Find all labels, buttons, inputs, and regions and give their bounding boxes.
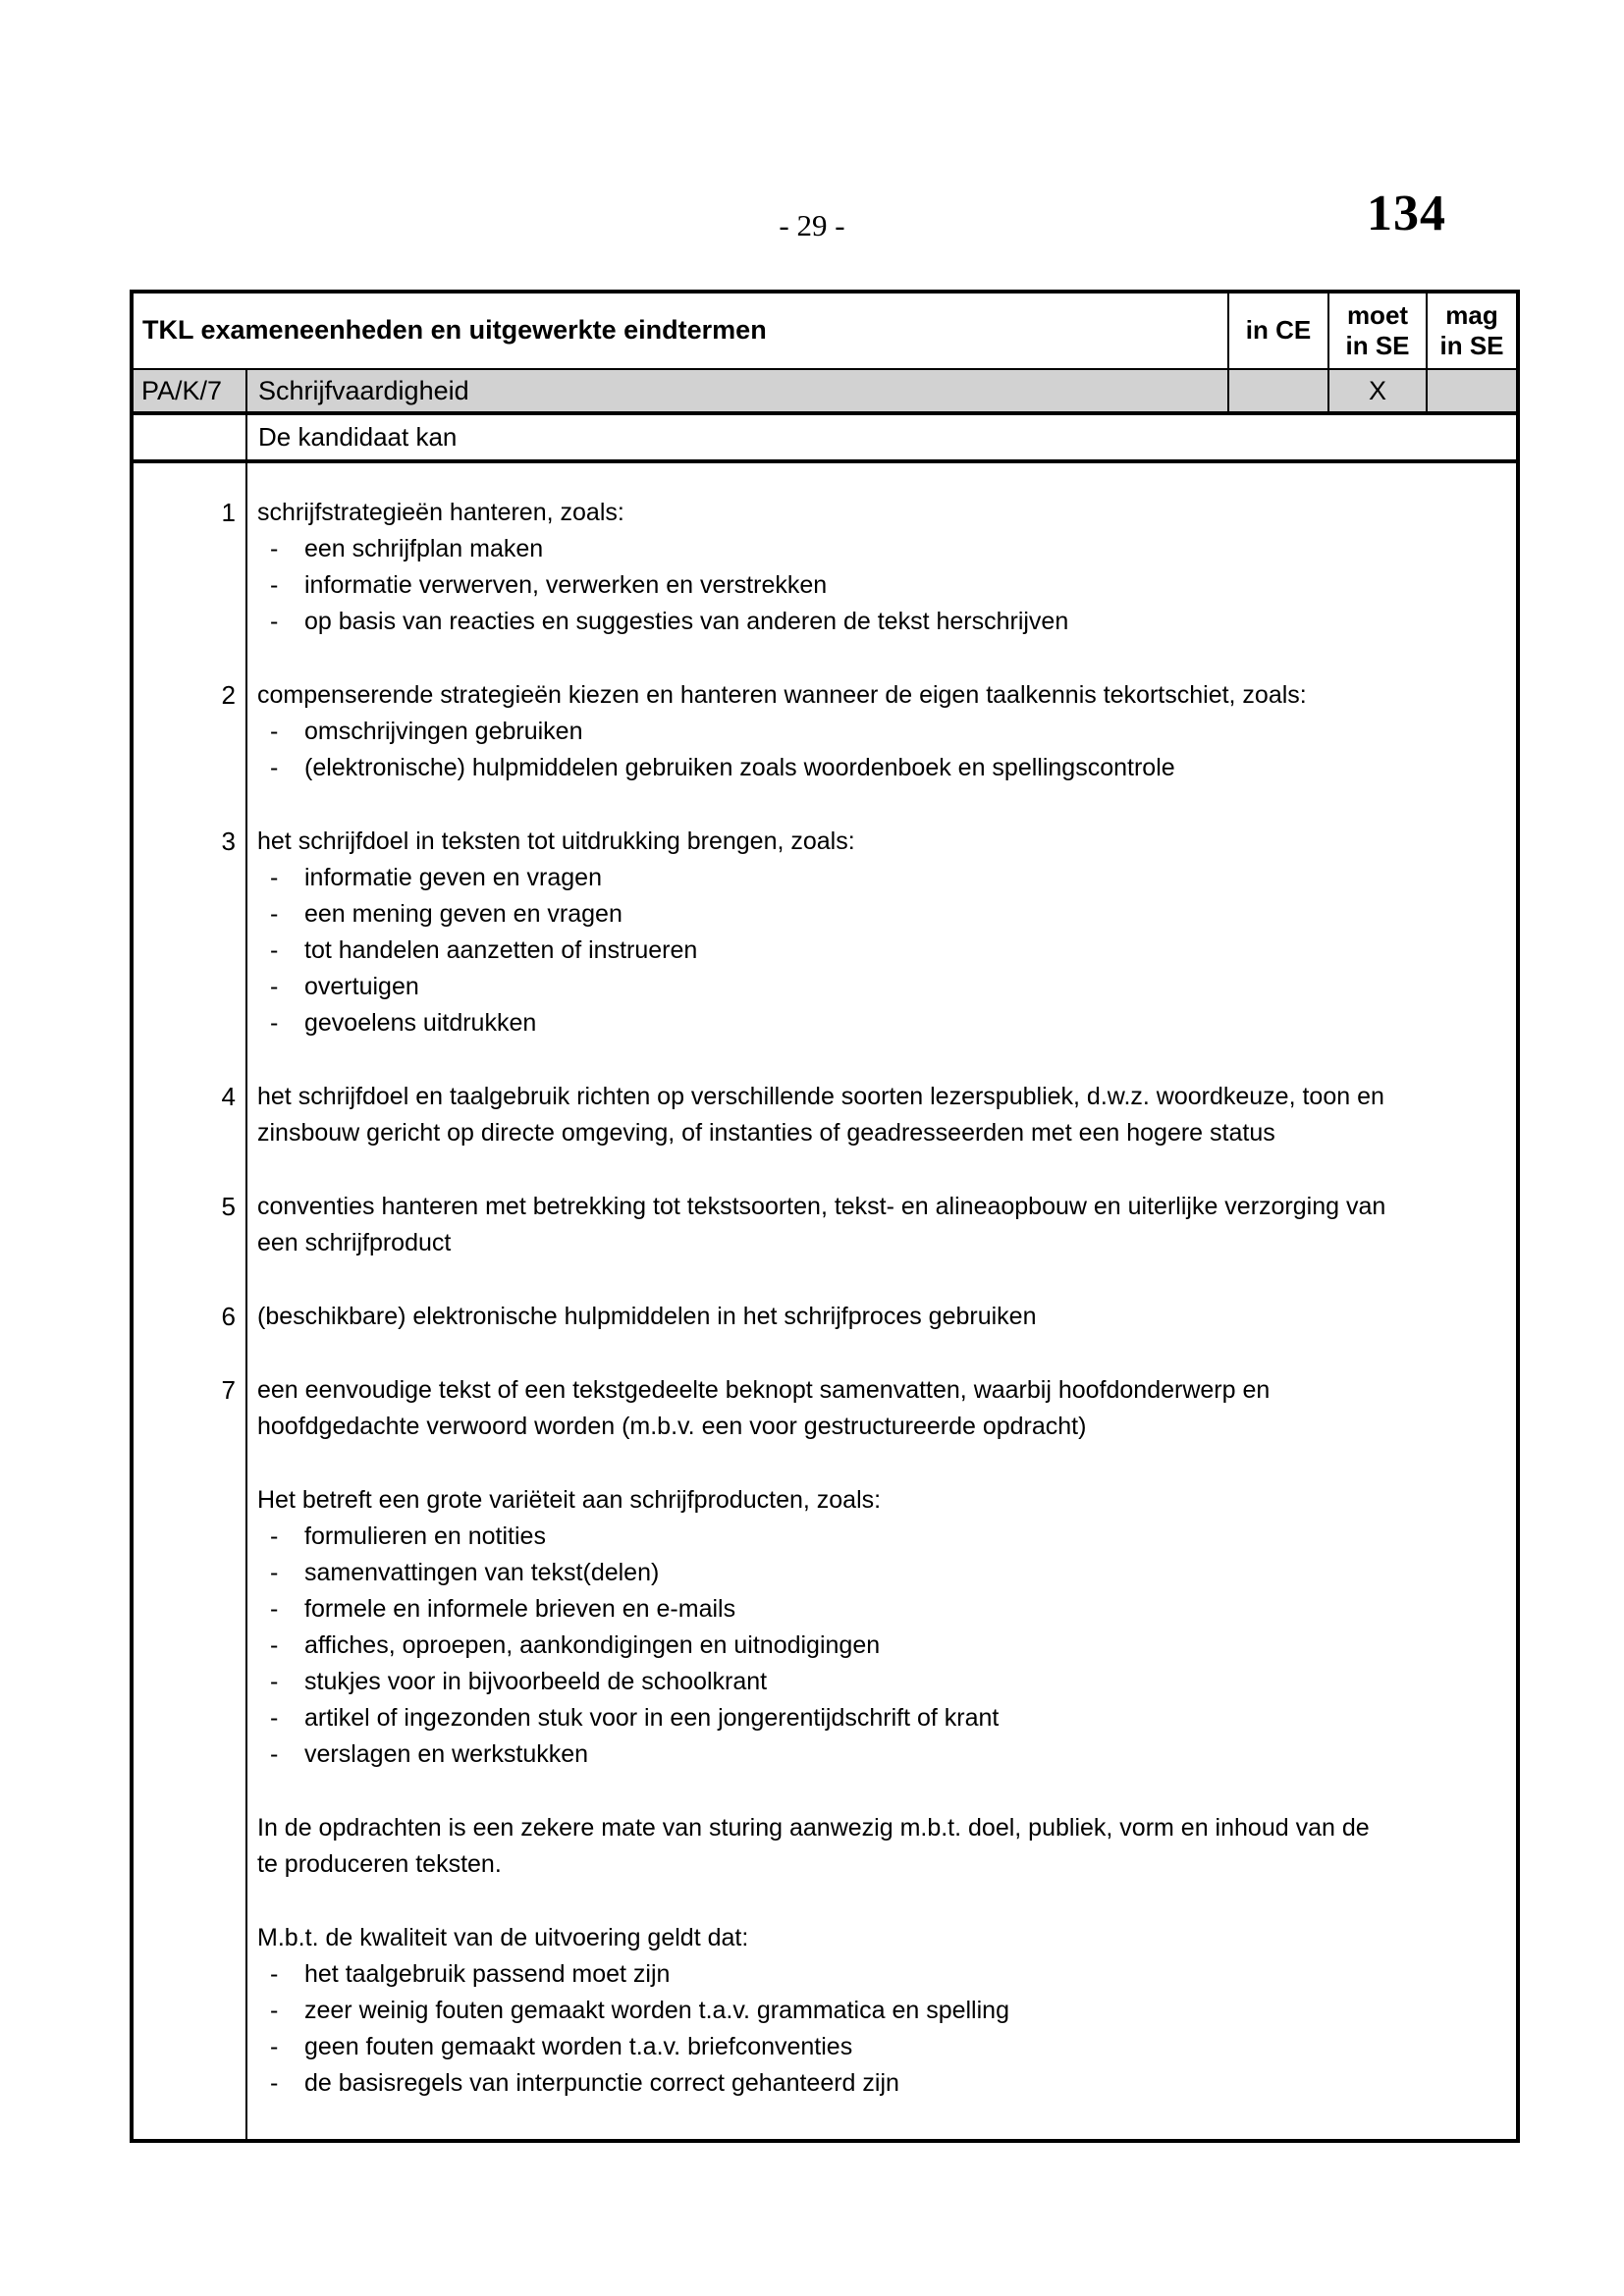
- bullet-dash: -: [270, 1704, 279, 1732]
- item-number: 1: [221, 498, 236, 527]
- bullet-text: verslagen en werkstukken: [304, 1740, 589, 1768]
- section-moet-in-se-cell: X: [1327, 370, 1426, 411]
- paragraph-kwaliteit: [257, 1920, 1500, 2102]
- section-row: [134, 370, 1516, 415]
- table-header-row: [134, 294, 1516, 370]
- bullet-dash: -: [270, 1668, 279, 1695]
- bullet-item: [257, 1555, 1500, 1591]
- column-header-in-ce-label: in CE: [1245, 315, 1312, 346]
- bullet-item: [257, 1005, 1500, 1041]
- bullet-text: geen fouten gemaakt worden t.a.v. briefconventies: [304, 2033, 853, 2060]
- bullet-text: een schrijfplan maken: [304, 535, 544, 562]
- bullet-item: [257, 1519, 1500, 1555]
- bullet-dash: -: [270, 864, 279, 891]
- bullet-dash: -: [270, 1522, 279, 1550]
- item-6: [221, 1299, 1500, 1335]
- bullet-item: [257, 1628, 1500, 1664]
- item-line: het schrijfdoel in teksten tot uitdrukking brengen, zoals:: [257, 828, 855, 855]
- bullet-text: de basisregels van interpunctie correct gehanteerd zijn: [304, 2069, 899, 2097]
- column-header-in-ce: [1227, 294, 1327, 368]
- bullet-item: [257, 714, 1500, 750]
- bullet-item: [257, 933, 1500, 969]
- body-content: [221, 463, 1516, 2139]
- bullet-dash: -: [270, 1960, 279, 1988]
- bullet-text: gevoelens uitdrukken: [304, 1009, 537, 1037]
- bullet-item: [257, 1591, 1500, 1628]
- bullet-text: overtuigen: [304, 973, 419, 1000]
- bullet-dash: -: [270, 718, 279, 745]
- item-line: schrijfstrategieën hanteren, zoals:: [257, 499, 624, 526]
- item-number: 6: [221, 1302, 236, 1331]
- section-code: PA/K/7: [141, 375, 223, 405]
- item-line: hoofdgedachte verwoord worden (m.b.v. een voor gestructureerde opdracht): [257, 1413, 1087, 1440]
- bullet-dash: -: [270, 936, 279, 964]
- bullet-text: artikel of ingezonden stuk voor in een jongerentijdschrift of krant: [304, 1704, 1000, 1732]
- column-header-mag-in-se: [1426, 294, 1516, 368]
- bullet-item: [257, 2029, 1500, 2065]
- bullet-dash: -: [270, 1559, 279, 1586]
- paragraph-sturing: [257, 1810, 1500, 1883]
- bullet-text: formulieren en notities: [304, 1522, 546, 1550]
- item-line: een schrijfproduct: [257, 1229, 452, 1256]
- bullet-item: [257, 969, 1500, 1005]
- column-header-moet-in-se: [1327, 294, 1426, 368]
- item-3: [221, 824, 1500, 1041]
- bullet-item: [257, 604, 1500, 640]
- section-mag-in-se-cell: [1426, 370, 1516, 411]
- bullet-item: [257, 1956, 1500, 1993]
- section-title: Schrijfvaardigheid: [245, 370, 1227, 411]
- bullet-dash: -: [270, 1740, 279, 1768]
- bullet-item: [257, 1664, 1500, 1700]
- item-number: 4: [221, 1082, 236, 1111]
- paragraph-products: [257, 1482, 1500, 1773]
- item-7: [221, 1372, 1500, 1445]
- bullet-text: een mening geven en vragen: [304, 900, 623, 928]
- item-number: 3: [221, 827, 236, 856]
- bullet-item: [257, 2065, 1500, 2102]
- bullet-item: [257, 860, 1500, 896]
- bullet-item: [257, 1700, 1500, 1736]
- stamp-number: 134: [1367, 186, 1446, 241]
- intro-blank-cell: [134, 415, 245, 459]
- bullet-item: [257, 567, 1500, 604]
- bullet-text: affiches, oproepen, aankondigingen en uitnodigingen: [304, 1631, 881, 1659]
- bullet-dash: -: [270, 608, 279, 635]
- section-in-ce-cell: [1227, 370, 1327, 411]
- item-line: het schrijfdoel en taalgebruik richten op verschillende soorten lezerspubliek, d.w.z. woordkeuze, toon en: [257, 1083, 1384, 1110]
- item-line: zinsbouw gericht op directe omgeving, of instanties of geadresseerden met een hogere status: [257, 1119, 1275, 1147]
- column-header-moet-line: in SE: [1345, 330, 1410, 360]
- bullet-dash: -: [270, 973, 279, 1000]
- bullet-dash: -: [270, 754, 279, 781]
- bullet-dash: -: [270, 1595, 279, 1623]
- item-number: 5: [221, 1192, 236, 1221]
- bullet-text: informatie geven en vragen: [304, 864, 602, 891]
- intro-row: [134, 415, 1516, 463]
- bullet-item: [257, 531, 1500, 567]
- bullet-dash: -: [270, 2033, 279, 2060]
- item-2: [221, 677, 1500, 786]
- bullet-text: het taalgebruik passend moet zijn: [304, 1960, 671, 1988]
- bullet-dash: -: [270, 571, 279, 599]
- table-title: TKL exameneenheden en uitgewerkte eindtermen: [142, 315, 767, 346]
- item-line: (beschikbare) elektronische hulpmiddelen in het schrijfproces gebruiken: [257, 1303, 1037, 1330]
- body-row: [134, 463, 1516, 2139]
- bullet-text: informatie verwerven, verwerken en verstrekken: [304, 571, 828, 599]
- item-5: [221, 1189, 1500, 1261]
- bullet-text: samenvattingen van tekst(delen): [304, 1559, 660, 1586]
- bullet-dash: -: [270, 900, 279, 928]
- intro-text: De kandidaat kan: [245, 415, 1516, 459]
- bullet-text: tot handelen aanzetten of instrueren: [304, 936, 698, 964]
- bullet-text: (elektronische) hulpmiddelen gebruiken zoals woordenboek en spellingscontrole: [304, 754, 1175, 781]
- bullet-item: [257, 1993, 1500, 2029]
- item-line: conventies hanteren met betrekking tot tekstsoorten, tekst- en alineaopbouw en uiterlijke verzorging van: [257, 1193, 1386, 1220]
- bullet-dash: -: [270, 1997, 279, 2024]
- bullet-text: stukjes voor in bijvoorbeeld de schoolkrant: [304, 1668, 768, 1695]
- item-1: [221, 495, 1500, 640]
- bullet-text: omschrijvingen gebruiken: [304, 718, 583, 745]
- bullet-dash: -: [270, 2069, 279, 2097]
- item-line: een eenvoudige tekst of een tekstgedeelte beknopt samenvatten, waarbij hoofdonderwerp en: [257, 1376, 1271, 1404]
- paragraph-line: M.b.t. de kwaliteit van de uitvoering geldt dat:: [257, 1924, 749, 1951]
- page-number: - 29 -: [779, 208, 845, 242]
- column-header-moet-line: moet: [1346, 299, 1409, 330]
- item-4: [221, 1079, 1500, 1151]
- item-number: 2: [221, 680, 236, 710]
- paragraph-line: In de opdrachten is een zekere mate van sturing aanwezig m.b.t. doel, publiek, vorm en inhoud van de: [257, 1814, 1370, 1842]
- paragraph-line: te produceren teksten.: [257, 1850, 502, 1878]
- bullet-dash: -: [270, 1631, 279, 1659]
- item-line: compenserende strategieën kiezen en hanteren wanneer de eigen taalkennis tekortschiet, zoals:: [257, 681, 1307, 709]
- bullet-text: op basis van reacties en suggesties van anderen de tekst herschrijven: [304, 608, 1069, 635]
- bullet-item: [257, 750, 1500, 786]
- bullet-text: zeer weinig fouten gemaakt worden t.a.v. grammatica en spelling: [304, 1997, 1009, 2024]
- bullet-dash: -: [270, 1009, 279, 1037]
- bullet-item: [257, 896, 1500, 933]
- bullet-item: [257, 1736, 1500, 1773]
- bullet-text: formele en informele brieven en e-mails: [304, 1595, 736, 1623]
- eindtermen-table: [130, 290, 1520, 2143]
- paragraph-line: Het betreft een grote variëteit aan schrijfproducten, zoals:: [257, 1486, 882, 1514]
- column-header-mag-line: in SE: [1439, 330, 1504, 360]
- item-number: 7: [221, 1375, 236, 1405]
- column-header-mag-line: mag: [1445, 299, 1498, 330]
- bullet-dash: -: [270, 535, 279, 562]
